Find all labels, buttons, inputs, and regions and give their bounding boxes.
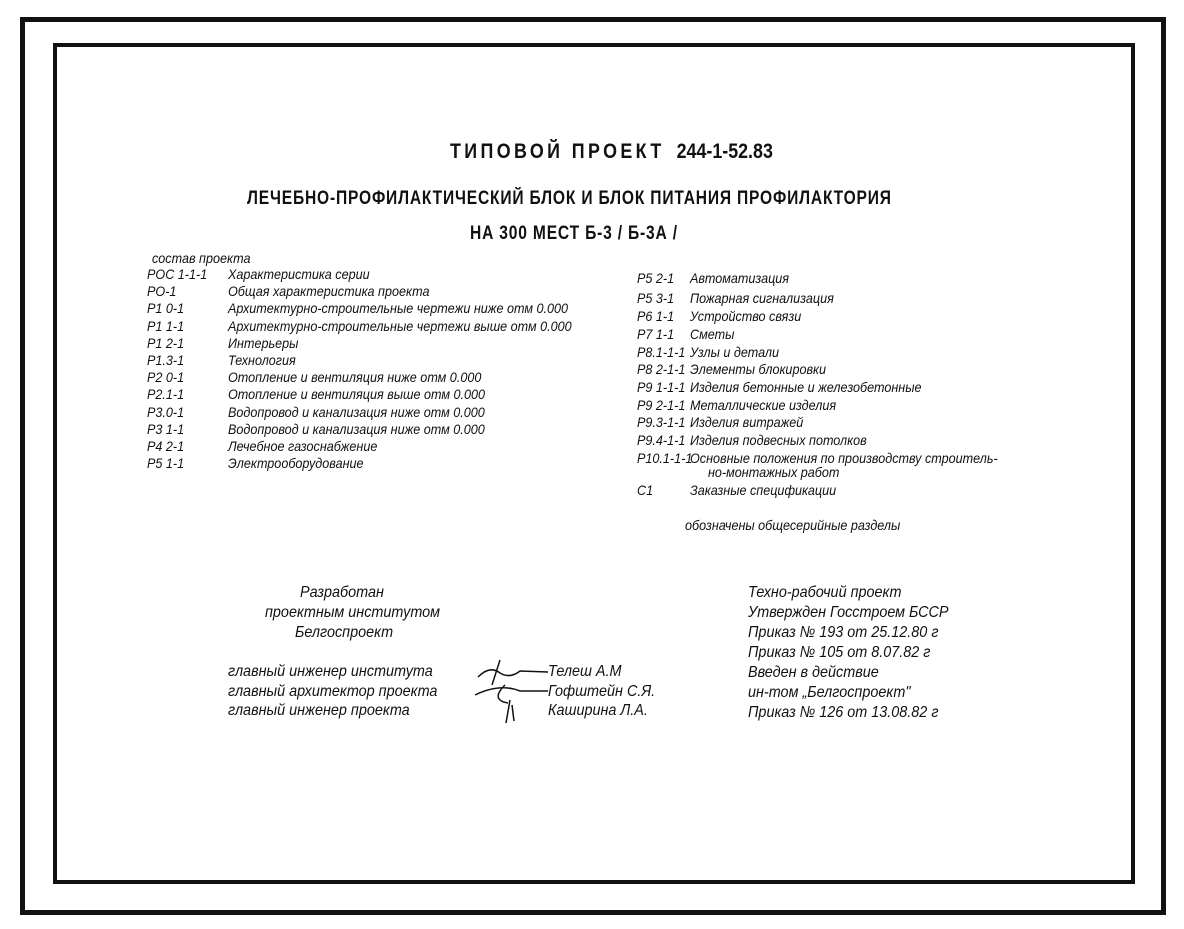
approval-line: Утвержден Госстроем БССР — [748, 604, 949, 621]
section-title: Электрооборудование — [228, 455, 364, 472]
section-title: Характеристика серии — [228, 266, 370, 282]
section-title: Изделия подвесных потолков — [690, 432, 867, 448]
developer-line2: проектным институтом — [265, 604, 441, 621]
section-code: Р9.4-1-1 — [637, 432, 686, 448]
project-number: 244-1-52.83 — [676, 140, 773, 163]
section-code: РОС 1-1-1 — [147, 266, 208, 282]
section-title: Отопление и вентиляция выше отм 0.000 — [228, 386, 486, 403]
title-prefix: ТИПОВОЙ ПРОЕКТ — [450, 140, 665, 163]
section-title: Отопление и вентиляция ниже отм 0.000 — [228, 369, 482, 386]
section-title: Архитектурно-строительные чертежи выше отм 0.000 — [228, 317, 572, 334]
section-code: Р8.1-1-1 — [637, 344, 686, 360]
section-code: Р2.1-1 — [147, 386, 185, 403]
role-label: главный инженер института — [228, 663, 433, 680]
section-title: Изделия бетонные и железобетонные — [690, 379, 922, 395]
section-code: Р1 2-1 — [147, 334, 185, 351]
section-code: Р3.0-1 — [147, 403, 185, 420]
section-code: Р5 2-1 — [637, 270, 675, 286]
contents-heading: состав проекта — [152, 250, 251, 266]
section-title: Изделия витражей — [690, 414, 804, 430]
person-name: Каширина Л.А. — [548, 702, 648, 719]
section-title: Пожарная сигнализация — [690, 290, 834, 306]
section-code: Р1 0-1 — [147, 300, 185, 317]
section-title: Сметы — [690, 326, 735, 342]
section-title: Узлы и детали — [690, 344, 780, 360]
section-code: Р9.3-1-1 — [637, 414, 686, 430]
section-title: Устройство связи — [690, 308, 802, 324]
section-title: Лечебное газоснабжение — [228, 438, 378, 454]
section-code: Р9 1-1-1 — [637, 379, 686, 395]
section-title: Технология — [228, 352, 296, 368]
role-label: главный архитектор проекта — [228, 682, 438, 700]
section-code: Р3 1-1 — [147, 420, 185, 437]
section-title: Интерьеры — [228, 334, 299, 351]
role-label: главный инженер проекта — [228, 702, 410, 719]
approval-line: Приказ № 126 от 13.08.82 г — [748, 704, 939, 721]
approval-line: Приказ № 105 от 8.07.82 г — [748, 644, 931, 661]
contents-note: обозначены общесерийные разделы — [685, 517, 901, 533]
section-code: Р5 3-1 — [637, 290, 675, 306]
subtitle-line2: НА 300 МЕСТ Б-3 / Б-3А / — [470, 223, 678, 244]
approval-line: Приказ № 193 от 25.12.80 г — [748, 624, 939, 641]
subtitle-line1: ЛЕЧЕБНО-ПРОФИЛАКТИЧЕСКИЙ БЛОК И БЛОК ПИТАНИЯ ПРОФИЛАКТОРИЯ — [247, 188, 892, 209]
section-code: Р1.3-1 — [147, 352, 185, 368]
section-title: Элементы блокировки — [690, 361, 826, 377]
section-title: Архитектурно-строительные чертежи ниже отм 0.000 — [228, 300, 569, 317]
section-code: Р8 2-1-1 — [637, 361, 686, 377]
document-title — [450, 140, 773, 164]
section-title: Водопровод и канализация ниже отм 0.000 — [228, 420, 485, 437]
section-code: Р9 2-1-1 — [637, 397, 686, 413]
signature — [470, 655, 550, 725]
section-code: Р4 2-1 — [147, 438, 185, 454]
section-title: Автоматизация — [690, 270, 790, 286]
section-code: Р6 1-1 — [637, 308, 675, 324]
section-code: РО-1 — [147, 283, 177, 300]
section-code: Р1 1-1 — [147, 317, 185, 334]
section-title: Металлические изделия — [690, 397, 837, 413]
approval-line: Техно-рабочий проект — [748, 584, 902, 601]
approval-line: ин-том „Белгоспроект" — [748, 684, 911, 701]
developer-line1: Разработан — [300, 584, 384, 601]
person-name: Гофштейн С.Я. — [548, 682, 656, 700]
section-title: Основные положения по производству строитель- — [690, 450, 998, 466]
section-title-continued: но-монтажных работ — [708, 464, 840, 480]
section-code: Р2 0-1 — [147, 369, 185, 386]
section-title: Заказные спецификации — [690, 482, 837, 498]
section-code: С1 — [637, 482, 654, 498]
section-code: Р10.1-1-1 — [637, 450, 693, 466]
person-name: Телеш А.М — [548, 663, 622, 680]
developer-line3: Белгоспроект — [295, 624, 394, 641]
approval-line: Введен в действие — [748, 664, 879, 681]
section-code: Р7 1-1 — [637, 326, 675, 342]
section-code: Р5 1-1 — [147, 455, 185, 472]
section-title: Водопровод и канализация ниже отм 0.000 — [228, 403, 485, 420]
section-title: Общая характеристика проекта — [228, 283, 430, 300]
